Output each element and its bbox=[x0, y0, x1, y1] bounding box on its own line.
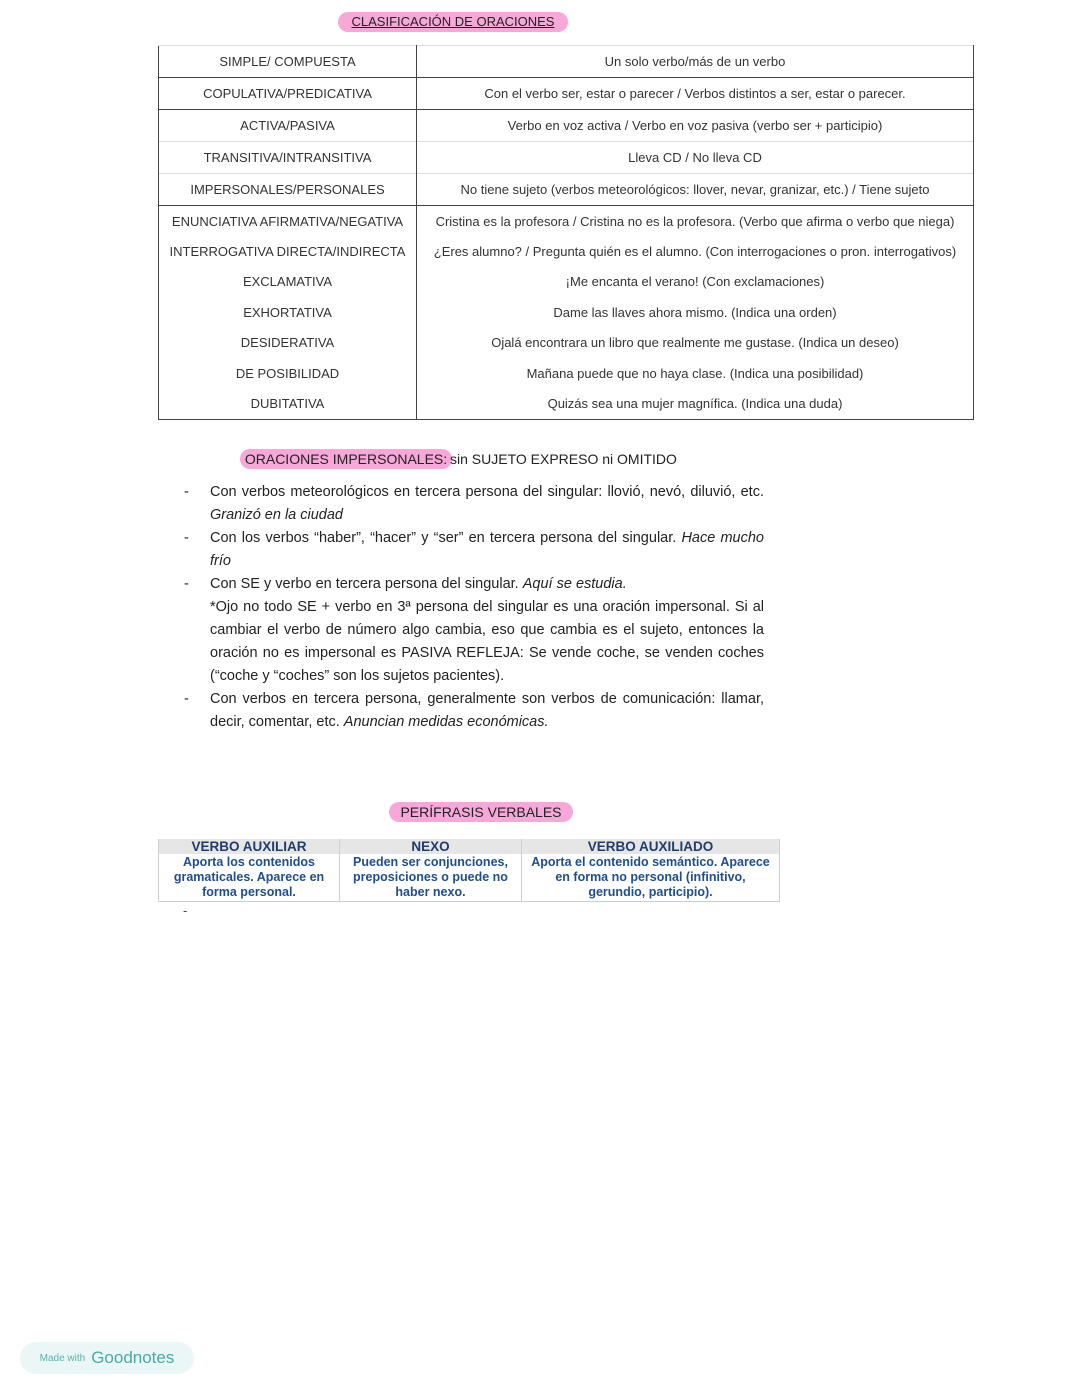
type-cell: EXCLAMATIVA bbox=[159, 267, 417, 297]
type-cell: INTERROGATIVA DIRECTA/INDIRECTA bbox=[159, 236, 417, 266]
table-row bbox=[159, 110, 974, 142]
list-item bbox=[184, 573, 764, 688]
impersonal-subtitle: sin SUJETO EXPRESO ni OMITIDO bbox=[450, 451, 677, 467]
description-cell: Mañana puede que no haya clase. (Indica una posibilidad) bbox=[417, 358, 974, 388]
table-row bbox=[159, 297, 974, 327]
table-row bbox=[159, 267, 974, 297]
type-cell: IMPERSONALES/PERSONALES bbox=[159, 174, 417, 206]
cell-nexo: Pueden ser conjunciones, preposiciones o puede no haber nexo. bbox=[340, 854, 522, 902]
list-item bbox=[184, 688, 764, 734]
table-row bbox=[159, 206, 974, 237]
item-example: Hace mucho frío bbox=[210, 530, 764, 569]
item-note: *Ojo no todo SE + verbo en 3ª persona del singular es una oración impersonal. Si al cambiar el verbo de número algo cambia, eso que cambia es el sujeto, entonces la oración no es impersonal es PASIVA REFLEJA: Se vende coche, se venden coches (“coche y “coches” son los sujetos pacientes). bbox=[210, 599, 764, 684]
bullet-dash: - bbox=[184, 691, 189, 707]
cell-auxiliar: Aporta los contenidos gramaticales. Aparece en forma personal. bbox=[159, 854, 340, 902]
description-cell: No tiene sujeto (verbos meteorológicos: llover, nevar, granizar, etc.) / Tiene sujeto bbox=[417, 174, 974, 206]
description-cell: Verbo en voz activa / Verbo en voz pasiva (verbo ser + participio) bbox=[417, 110, 974, 142]
type-cell: COPULATIVA/PREDICATIVA bbox=[159, 78, 417, 110]
bullet-dash: - bbox=[184, 484, 189, 500]
classification-title: CLASIFICACIÓN DE ORACIONES bbox=[338, 12, 568, 32]
table-row bbox=[159, 46, 974, 78]
item-example: Granizó en la ciudad bbox=[210, 507, 343, 523]
type-cell: ENUNCIATIVA AFIRMATIVA/NEGATIVA bbox=[159, 206, 417, 237]
header-auxiliar: VERBO AUXILIAR bbox=[159, 839, 340, 854]
table-row bbox=[159, 358, 974, 388]
item-text: Con SE y verbo en tercera persona del singular. bbox=[210, 576, 519, 592]
table-row bbox=[159, 328, 974, 358]
description-cell: Un solo verbo/más de un verbo bbox=[417, 46, 974, 78]
goodnotes-badge[interactable] bbox=[20, 1342, 194, 1374]
header-auxiliado: VERBO AUXILIADO bbox=[522, 839, 780, 854]
type-cell: DUBITATIVA bbox=[159, 388, 417, 419]
made-with-text: Made with bbox=[39, 1352, 86, 1364]
list-item bbox=[184, 481, 764, 527]
table-row bbox=[159, 174, 974, 206]
table-row bbox=[159, 78, 974, 110]
type-cell: DE POSIBILIDAD bbox=[159, 358, 417, 388]
header-nexo: NEXO bbox=[340, 839, 522, 854]
list-dash: - bbox=[183, 903, 188, 918]
description-cell: ¿Eres alumno? / Pregunta quién es el alumno. (Con interrogaciones o pron. interrogativos) bbox=[417, 236, 974, 266]
type-cell: DESIDERATIVA bbox=[159, 328, 417, 358]
description-cell: Dame las llaves ahora mismo. (Indica una orden) bbox=[417, 297, 974, 327]
description-cell: Con el verbo ser, estar o parecer / Verbos distintos a ser, estar o parecer. bbox=[417, 78, 974, 110]
classification-table bbox=[158, 45, 974, 420]
impersonal-list bbox=[184, 481, 764, 734]
impersonal-title: ORACIONES IMPERSONALES: bbox=[240, 449, 452, 469]
table-row bbox=[159, 388, 974, 419]
type-cell: TRANSITIVA/INTRANSITIVA bbox=[159, 142, 417, 174]
type-cell: SIMPLE/ COMPUESTA bbox=[159, 46, 417, 78]
table-row bbox=[159, 142, 974, 174]
type-cell: ACTIVA/PASIVA bbox=[159, 110, 417, 142]
item-text: Con los verbos “haber”, “hacer” y “ser” en tercera persona del singular. bbox=[210, 530, 677, 546]
item-example: Aquí se estudia. bbox=[522, 576, 627, 592]
bullet-dash: - bbox=[184, 576, 189, 592]
description-cell: ¡Me encanta el verano! (Con exclamaciones) bbox=[417, 267, 974, 297]
table-row bbox=[159, 236, 974, 266]
goodnotes-logo: Goodnotes bbox=[91, 1348, 175, 1367]
bullet-dash: - bbox=[184, 530, 189, 546]
list-item bbox=[184, 527, 764, 573]
item-text: Con verbos en tercera persona, generalmente son verbos de comunicación: llamar, decir, comentar, etc. bbox=[210, 691, 764, 730]
type-cell: EXHORTATIVA bbox=[159, 297, 417, 327]
description-cell: Quizás sea una mujer magnífica. (Indica una duda) bbox=[417, 388, 974, 419]
description-cell: Cristina es la profesora / Cristina no es la profesora. (Verbo que afirma o verbo que niega) bbox=[417, 206, 974, 237]
periphrasis-table bbox=[158, 839, 780, 902]
item-text: Con verbos meteorológicos en tercera persona del singular: llovió, nevó, diluvió, etc. bbox=[210, 484, 764, 500]
description-cell: Lleva CD / No lleva CD bbox=[417, 142, 974, 174]
item-example: Anuncian medidas económicas. bbox=[343, 714, 549, 730]
description-cell: Ojalá encontrara un libro que realmente me gustase. (Indica un deseo) bbox=[417, 328, 974, 358]
cell-auxiliado: Aporta el contenido semántico. Aparece en forma no personal (infinitivo, gerundio, participio). bbox=[522, 854, 780, 902]
periphrasis-title: PERÍFRASIS VERBALES bbox=[389, 802, 573, 822]
